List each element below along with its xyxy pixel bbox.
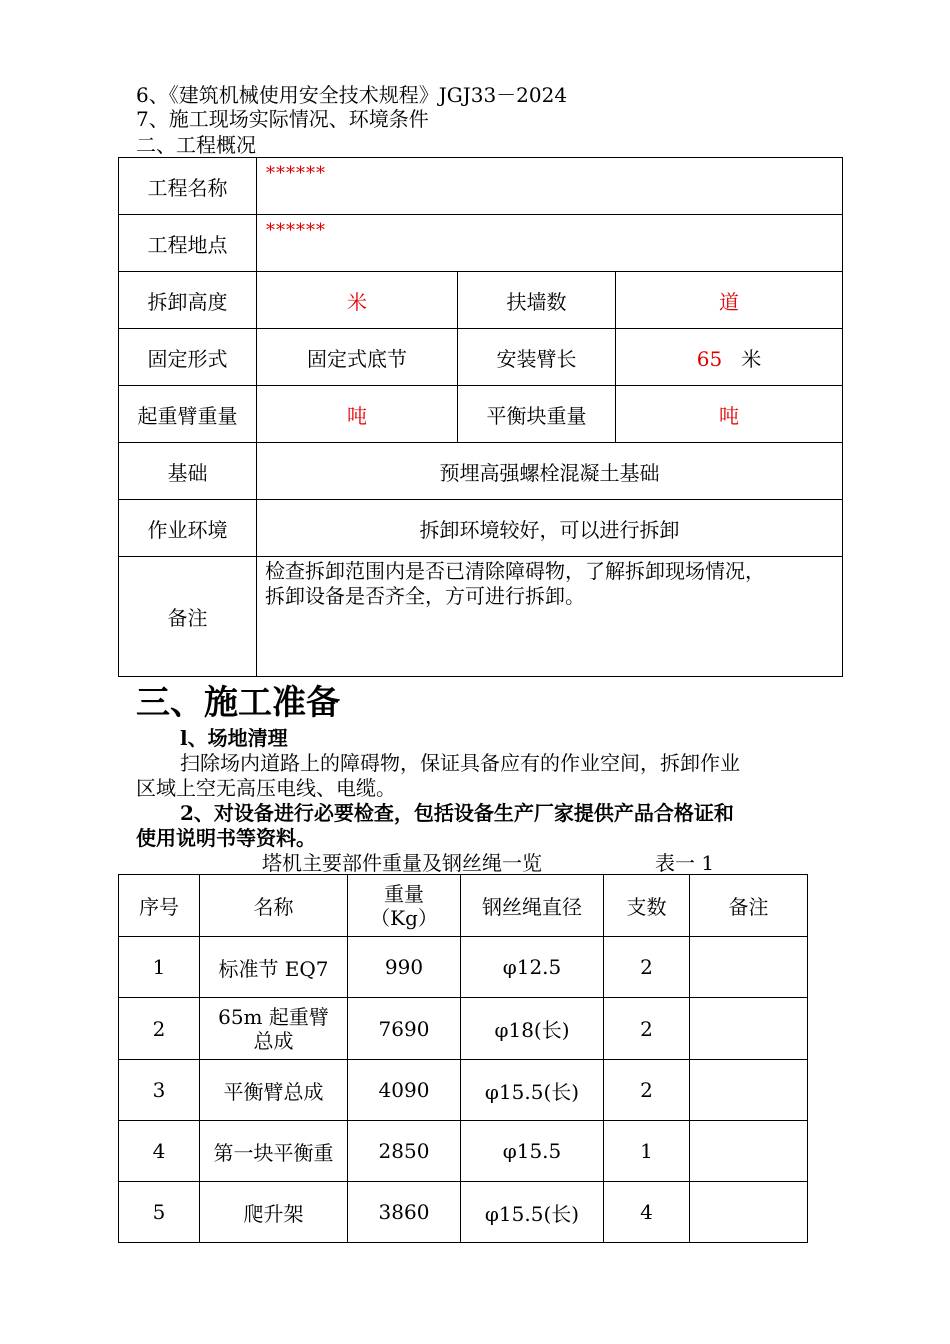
header-rope-diameter: 钢丝绳直径 xyxy=(461,875,604,937)
section-2-heading: 二、工程概况 xyxy=(136,133,256,157)
project-location-label: 工程地点 xyxy=(119,215,257,272)
remark-label: 备注 xyxy=(119,557,257,677)
header-count: 支数 xyxy=(604,875,690,937)
remark-line-2: 拆卸设备是否齐全，方可进行拆卸。 xyxy=(265,584,585,608)
row-name: 爬升架 xyxy=(200,1182,348,1243)
row-rope: φ18(长) xyxy=(461,998,604,1060)
row-rope: φ15.5(长) xyxy=(461,1060,604,1121)
project-location-value xyxy=(257,215,843,272)
wall-tie-count-label: 扶墙数 xyxy=(458,272,616,329)
row-remark xyxy=(690,937,808,998)
table-row xyxy=(119,937,808,998)
row-remark xyxy=(690,1182,808,1243)
row-name: 平衡臂总成 xyxy=(200,1060,348,1121)
header-weight-line-2: （Kg） xyxy=(370,905,438,930)
fix-type-value: 固定式底节 xyxy=(257,329,458,386)
table-row xyxy=(119,1121,808,1182)
row-weight: 990 xyxy=(348,937,461,998)
row-weight: 2850 xyxy=(348,1121,461,1182)
parts-weight-table xyxy=(118,874,808,1243)
table-row xyxy=(119,1182,808,1243)
header-remark: 备注 xyxy=(690,875,808,937)
project-name-label: 工程名称 xyxy=(119,158,257,215)
row-no: 5 xyxy=(119,1182,200,1243)
row-name-line-2: 总成 xyxy=(253,1028,294,1053)
row-remark xyxy=(690,1121,808,1182)
foundation-label: 基础 xyxy=(119,443,257,500)
arm-length-value xyxy=(616,329,843,386)
row-no: 2 xyxy=(119,998,200,1060)
wall-tie-count-value: 道 xyxy=(616,272,843,329)
environment-value: 拆卸环境较好，可以进行拆卸 xyxy=(257,500,843,557)
row-remark xyxy=(690,998,808,1060)
project-name-stars: ****** xyxy=(266,163,326,184)
subsection-equipment-check-line-1: 2、对设备进行必要检查，包括设备生产厂家提供产品合格证和 xyxy=(180,801,734,825)
row-rope: φ15.5 xyxy=(461,1121,604,1182)
remark-line-1: 检查拆卸范围内是否已清除障碍物，了解拆卸现场情况， xyxy=(265,559,765,583)
reference-item-7: 7、施工现场实际情况、环境条件 xyxy=(136,107,429,131)
header-weight xyxy=(348,875,461,937)
arm-length-unit: 米 xyxy=(741,346,762,371)
row-name xyxy=(200,998,348,1060)
counterweight-label: 平衡块重量 xyxy=(458,386,616,443)
table-caption: 塔机主要部件重量及钢丝绳一览 xyxy=(262,851,542,875)
row-count: 4 xyxy=(604,1182,690,1243)
project-overview-table xyxy=(118,157,843,677)
reference-item-6: 6、《建筑机械使用安全技术规程》JGJ33－2024 xyxy=(136,83,568,107)
row-weight: 3860 xyxy=(348,1182,461,1243)
row-count: 2 xyxy=(604,998,690,1060)
table-row xyxy=(119,1060,808,1121)
header-seq: 序号 xyxy=(119,875,200,937)
jib-weight-label: 起重臂重量 xyxy=(119,386,257,443)
row-remark xyxy=(690,1060,808,1121)
row-no: 3 xyxy=(119,1060,200,1121)
header-weight-line-1: 重量 xyxy=(384,881,424,906)
arm-length-number: 65 xyxy=(696,346,723,371)
environment-label: 作业环境 xyxy=(119,500,257,557)
row-name-line-1: 65m 起重臂 xyxy=(218,1004,329,1029)
row-count: 1 xyxy=(604,1121,690,1182)
dismantle-height-value: 米 xyxy=(257,272,458,329)
row-rope: φ12.5 xyxy=(461,937,604,998)
section-3-heading: 三、施工准备 xyxy=(136,683,340,723)
fix-type-label: 固定形式 xyxy=(119,329,257,386)
row-no: 4 xyxy=(119,1121,200,1182)
counterweight-value: 吨 xyxy=(616,386,843,443)
subsection-site-clearing: l、场地清理 xyxy=(180,726,288,750)
row-weight: 4090 xyxy=(348,1060,461,1121)
row-rope: φ15.5(长) xyxy=(461,1182,604,1243)
dismantle-height-label: 拆卸高度 xyxy=(119,272,257,329)
project-name-value xyxy=(257,158,843,215)
row-count: 2 xyxy=(604,937,690,998)
project-location-stars: ****** xyxy=(266,220,326,241)
row-name: 第一块平衡重 xyxy=(200,1121,348,1182)
arm-length-label: 安装臂长 xyxy=(458,329,616,386)
jib-weight-value: 吨 xyxy=(257,386,458,443)
header-name: 名称 xyxy=(200,875,348,937)
row-name: 标准节 EQ7 xyxy=(200,937,348,998)
paragraph-line-2: 区域上空无高压电线、电缆。 xyxy=(136,776,396,800)
paragraph-line-1: 扫除场内道路上的障碍物，保证具备应有的作业空间，拆卸作业 xyxy=(180,751,740,775)
row-count: 2 xyxy=(604,1060,690,1121)
row-no: 1 xyxy=(119,937,200,998)
subsection-equipment-check-line-2: 使用说明书等资料。 xyxy=(136,826,316,850)
row-weight: 7690 xyxy=(348,998,461,1060)
remark-value xyxy=(257,557,843,677)
table-number: 表一 1 xyxy=(655,851,715,875)
table-row xyxy=(119,998,808,1060)
foundation-value: 预埋高强螺栓混凝土基础 xyxy=(257,443,843,500)
